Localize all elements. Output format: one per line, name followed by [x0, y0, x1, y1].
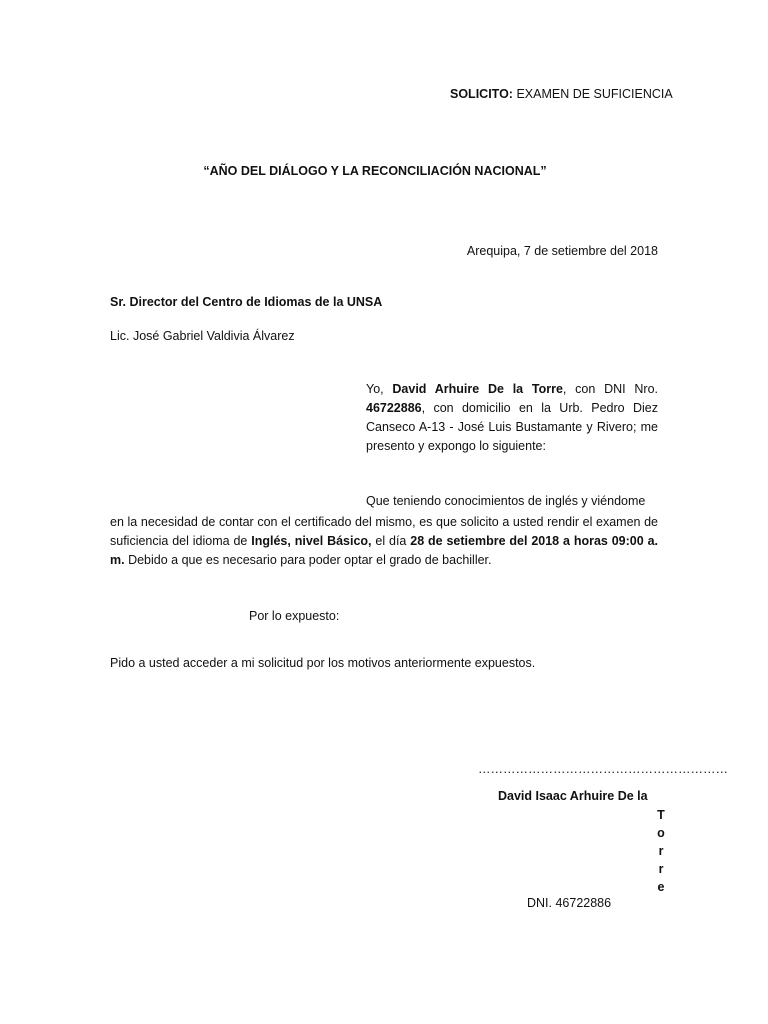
body-text-3: Debido a que es necesario para poder optar el grado de bachiller. [124, 553, 492, 567]
body-bold-2: 28 de setiembre del 2018 a horas 09:00 a. m. [110, 534, 658, 567]
body-bold-1: Inglés, nivel Básico, [251, 534, 372, 548]
intro-text-3: , con domicilio en la Urb. Pedro Diez Canseco A-13 - José Luis Bustamante y Rivero; me presento y expongo lo siguiente: [366, 401, 658, 453]
signature-dni: DNI. 46722886 [527, 896, 612, 910]
closing-phrase: Por lo expuesto: [249, 609, 340, 623]
intro-text-1: Yo, [366, 382, 393, 396]
request-sentence: Pido a usted acceder a mi solicitud por los motivos anteriormente expuestos. [110, 656, 536, 670]
signature-line: …………………………………………………… [478, 762, 728, 776]
intro-text-2: , con DNI Nro. [562, 382, 658, 396]
signature-name: David Isaac Arhuire De la [498, 789, 648, 803]
intro-paragraph [366, 380, 658, 456]
surname-letter: r [658, 862, 664, 876]
year-motto: “AÑO DEL DIÁLOGO Y LA RECONCILIACIÓN NACIONAL” [203, 164, 547, 178]
body-paragraph [110, 513, 658, 570]
recipient-name: José Gabriel Valdivia Álvarez [132, 329, 295, 343]
subject-label: SOLICITO: [450, 87, 513, 101]
subject-text: EXAMEN DE SUFICIENCIA [512, 87, 673, 101]
recipient-prefix: Lic. [110, 329, 133, 343]
surname-letter: r [658, 844, 664, 858]
body-text-2: el día [371, 534, 411, 548]
signature-surname-vertical [656, 806, 666, 896]
body-first-line: Que teniendo conocimientos de inglés y viéndome [366, 494, 646, 508]
surname-letter: e [657, 880, 665, 894]
recipient-title: Sr. Director del Centro de Idiomas de la UNSA [110, 295, 383, 309]
intro-dni: 46722886 [366, 401, 422, 415]
surname-letter: o [657, 826, 665, 840]
surname-letter: T [657, 808, 665, 822]
intro-name: David Arhuire De la Torre [392, 382, 563, 396]
place-date: Arequipa, 7 de setiembre del 2018 [466, 244, 658, 258]
subject-line [450, 87, 673, 101]
recipient-name-line [110, 329, 295, 343]
body-text-1: en la necesidad de contar con el certificado del mismo, es que solicito a usted rendir el examen de suficiencia del idioma de [110, 515, 658, 548]
